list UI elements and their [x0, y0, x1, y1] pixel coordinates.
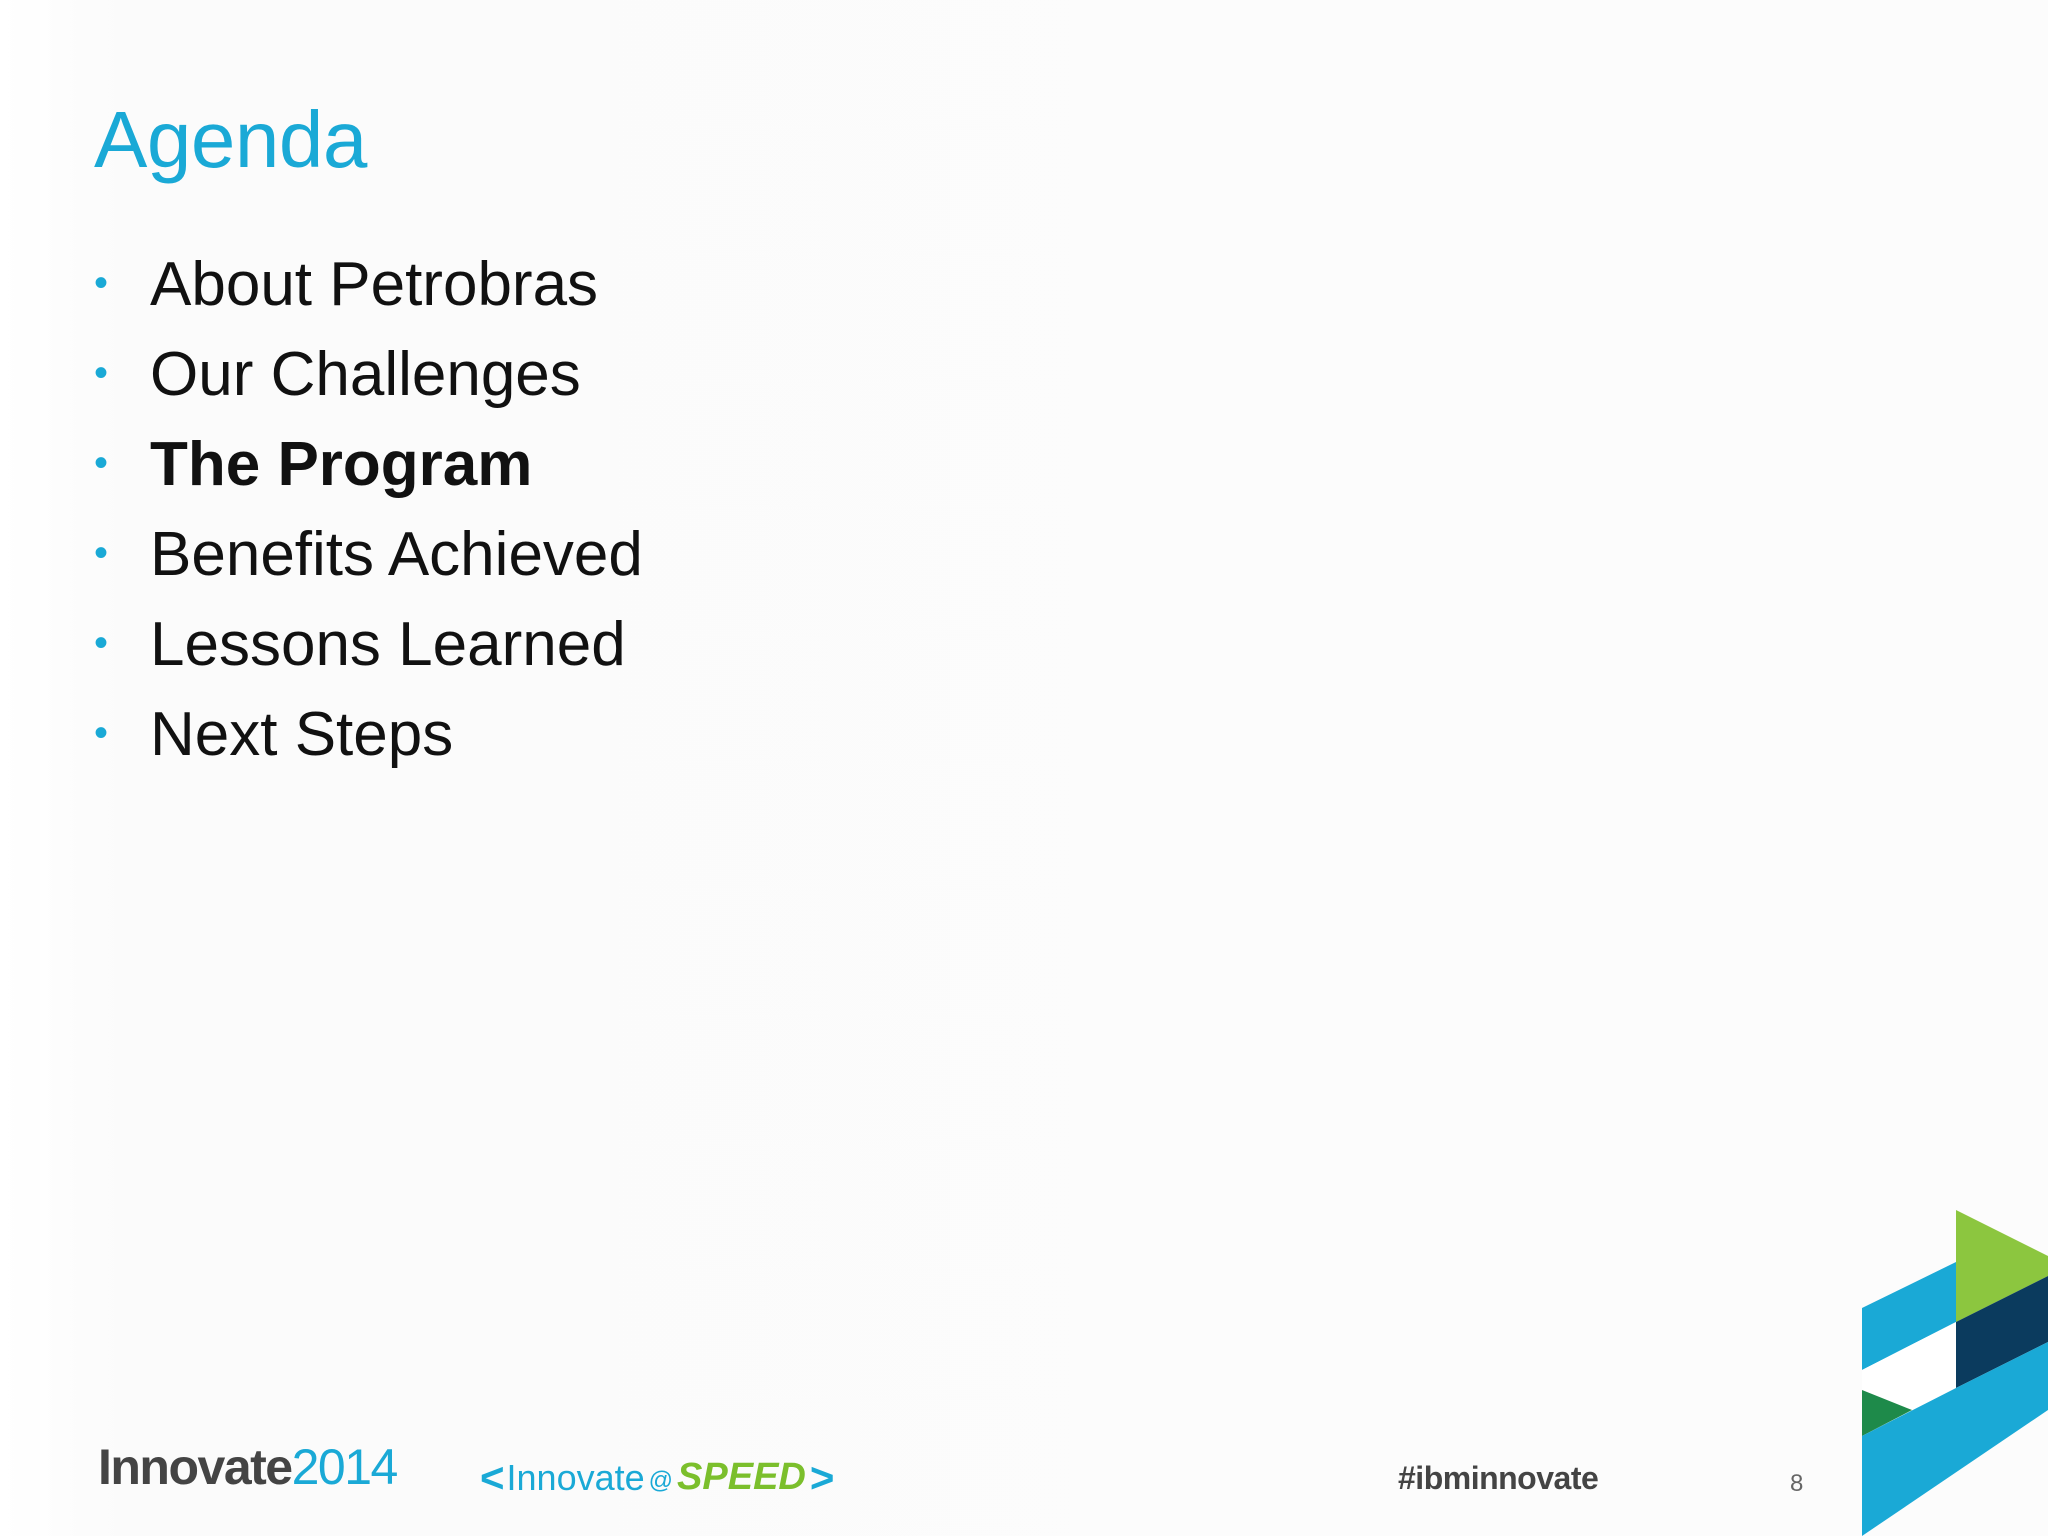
innovate-2014-logo [98, 1439, 397, 1495]
tagline-speed: SPEED [677, 1456, 806, 1498]
agenda-item-our-challenges [94, 330, 643, 420]
agenda-item-lessons-learned [94, 600, 643, 690]
agenda-item-next-steps [94, 690, 643, 780]
agenda-item-about-petrobras [94, 240, 643, 330]
innovate-at-speed-logo [480, 1453, 835, 1501]
ibm-corner-logo-icon [1862, 1210, 2048, 1536]
agenda-item-label: Next Steps [150, 700, 454, 769]
brand-word: Innovate [98, 1439, 292, 1495]
chevron-right-icon: > [809, 1453, 835, 1501]
bullet-icon: • [94, 351, 109, 395]
bullet-icon: • [94, 621, 109, 665]
agenda-item-label: Benefits Achieved [150, 520, 643, 589]
agenda-item-benefits-achieved [94, 510, 643, 600]
hashtag: #ibminnovate [1398, 1460, 1599, 1496]
slide-title: Agenda [94, 95, 367, 184]
chevron-left-icon: < [480, 1453, 505, 1501]
agenda-item-the-program [94, 420, 643, 510]
agenda-item-label-active: The Program [150, 430, 533, 499]
bullet-icon: • [94, 711, 109, 755]
agenda-list [94, 240, 643, 780]
agenda-item-label: Lessons Learned [150, 610, 626, 679]
bullet-icon: • [94, 441, 109, 485]
agenda-item-label: Our Challenges [150, 340, 581, 409]
bullet-icon: • [94, 261, 109, 305]
tagline-innovate: Innovate [506, 1456, 645, 1498]
bullet-icon: • [94, 531, 109, 575]
page-number: 8 [1790, 1470, 1804, 1497]
tagline-at: @ [648, 1466, 674, 1494]
agenda-item-label: About Petrobras [150, 250, 599, 319]
brand-year: 2014 [291, 1439, 397, 1495]
